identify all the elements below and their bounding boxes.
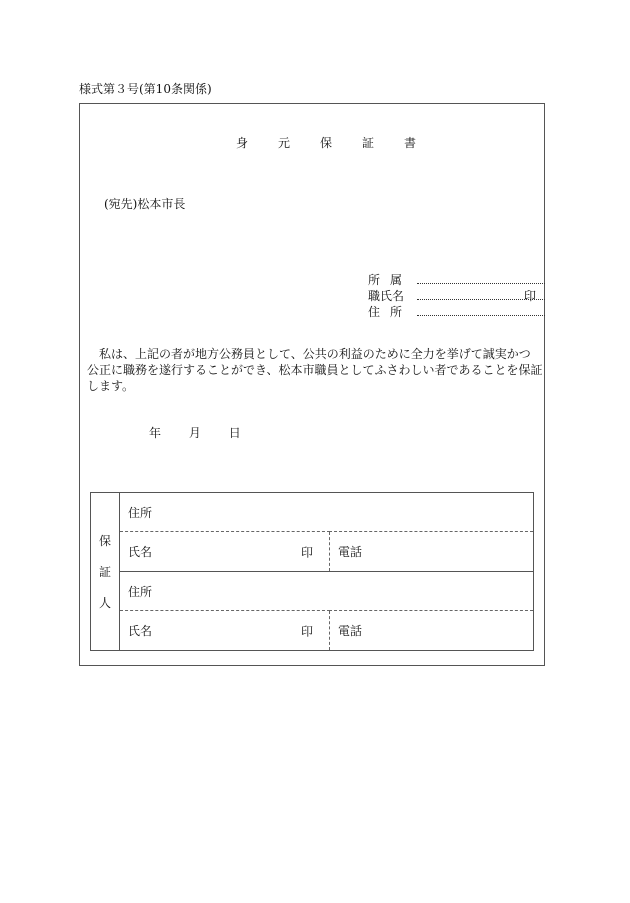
guarantor-1-address-field[interactable] bbox=[120, 493, 534, 532]
guarantor-2-seal-mark: 印 bbox=[300, 624, 313, 638]
guarantor-1-address-label: 住所 bbox=[128, 505, 153, 520]
guarantor-side-label: 保 証 人 bbox=[91, 493, 120, 651]
guarantor-1-name-label: 氏名 bbox=[128, 545, 153, 559]
guarantor-2-name-label: 氏名 bbox=[128, 624, 153, 638]
affiliation-field[interactable] bbox=[417, 283, 545, 284]
guarantor-2-phone-label: 電話 bbox=[338, 624, 363, 638]
guarantor-1-phone-label: 電話 bbox=[338, 545, 363, 559]
guarantor-1-seal-mark: 印 bbox=[300, 545, 313, 559]
guarantor-table bbox=[90, 492, 534, 651]
guarantor-2-phone-field[interactable] bbox=[330, 611, 534, 651]
date-month: 月 bbox=[188, 426, 201, 440]
guarantor-1-phone-field[interactable] bbox=[330, 532, 534, 572]
form-number: 様式第３号(第10条関係) bbox=[79, 82, 212, 96]
guarantor-1-name-field[interactable] bbox=[120, 532, 330, 572]
guarantor-2-name-field[interactable] bbox=[120, 611, 330, 651]
date-line bbox=[149, 424, 241, 441]
guarantor-2-address-label: 住所 bbox=[128, 584, 153, 599]
statement-line-3: します。 bbox=[87, 379, 135, 393]
guarantor-2-address-field[interactable] bbox=[120, 572, 534, 611]
applicant-seal-mark: 印 bbox=[524, 289, 537, 303]
address-field[interactable] bbox=[417, 315, 545, 316]
address-label: 住所 bbox=[368, 305, 413, 319]
document-title: 身元保証書 bbox=[236, 136, 447, 150]
date-day: 日 bbox=[228, 426, 241, 440]
affiliation-label: 所属 bbox=[368, 273, 413, 287]
statement-line-1: 私は、上記の者が地方公務員として、公共の利益のために全力を挙げて誠実かつ bbox=[87, 347, 531, 361]
guarantee-statement bbox=[87, 346, 545, 394]
date-year: 年 bbox=[149, 426, 162, 440]
addressee: (宛先)松本市長 bbox=[104, 197, 186, 211]
name-label: 職氏名 bbox=[368, 289, 405, 303]
statement-line-2: 公正に職務を遂行することができ、松本市職員としてふさわしい者であることを保証 bbox=[87, 363, 543, 377]
